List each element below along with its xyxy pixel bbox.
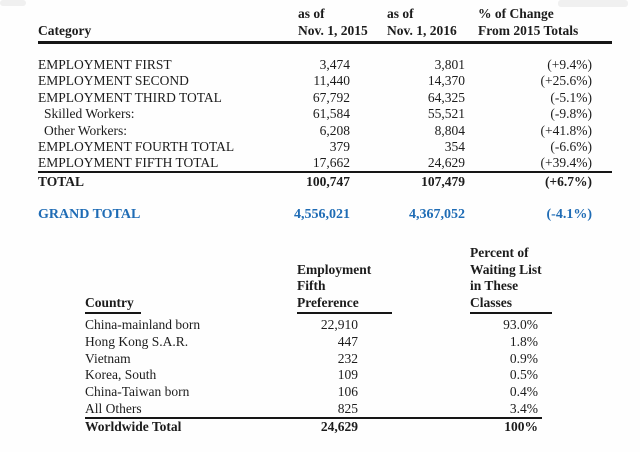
total-row — [38, 174, 612, 190]
value-2016-cell: 55,521 — [427, 106, 465, 122]
waiting-pct-cell: 100% — [504, 418, 538, 434]
employment-category-table — [38, 6, 612, 224]
table-row — [85, 401, 542, 419]
value-2016-cell: 8,804 — [434, 122, 465, 138]
value-2016-cell: 24,629 — [427, 155, 465, 171]
value-2015-cell: 379 — [329, 138, 350, 154]
value-2015-cell: 100,747 — [306, 173, 350, 189]
category-cell: EMPLOYMENT FIFTH TOTAL — [38, 155, 219, 171]
waiting-pct-cell: 0.9% — [509, 350, 538, 366]
table-row — [38, 90, 612, 106]
pct-change-cell: (-4.1%) — [546, 207, 592, 223]
category-table-body — [38, 57, 612, 224]
category-column-header: Category — [38, 22, 92, 38]
worldwide-total-row — [85, 419, 542, 436]
as-of-2016-column-header: as of Nov. 1, 2016 — [387, 6, 457, 38]
pct-change-cell: (+39.4%) — [540, 155, 592, 171]
country-cell: China-Taiwan born — [85, 384, 190, 400]
value-2015-cell: 4,556,021 — [294, 207, 350, 223]
category-cell: Skilled Workers: — [44, 106, 135, 122]
value-2015-cell: 17,662 — [312, 155, 350, 171]
country-table-header — [85, 245, 542, 314]
table-row — [85, 334, 542, 351]
country-table-body — [85, 317, 542, 436]
table-row — [85, 351, 542, 368]
category-cell: EMPLOYMENT FIRST — [38, 57, 172, 72]
as-of-2015-column-header: as of Nov. 1, 2015 — [298, 6, 368, 38]
category-cell: EMPLOYMENT SECOND — [38, 73, 189, 89]
ef5-value-cell: 24,629 — [320, 418, 358, 434]
waiting-pct-cell: 0.4% — [509, 384, 538, 400]
country-cell: All Others — [85, 400, 142, 416]
table-row — [85, 384, 542, 401]
value-2016-cell: 107,479 — [421, 173, 465, 189]
country-cell: Hong Kong S.A.R. — [85, 333, 189, 349]
pct-change-cell: (+6.7%) — [544, 173, 592, 189]
pct-change-cell: (+41.8%) — [540, 122, 592, 138]
category-cell: EMPLOYMENT THIRD TOTAL — [38, 89, 222, 105]
waiting-pct-cell: 3.4% — [509, 400, 538, 416]
value-2016-cell: 4,367,052 — [409, 207, 465, 223]
value-2015-cell: 6,208 — [319, 122, 350, 138]
value-2016-cell: 3,801 — [434, 57, 465, 72]
scan-artifact — [0, 0, 26, 6]
ef5-preference-column-header: Employment Fifth Preference — [297, 262, 470, 315]
value-2016-cell: 354 — [444, 138, 465, 154]
waiting-list-pct-column-header: Percent of Waiting List in These Classes — [470, 245, 552, 314]
category-cell: Other Workers: — [44, 122, 128, 138]
value-2015-cell: 11,440 — [313, 73, 350, 89]
table-row — [85, 367, 542, 384]
table-row — [38, 106, 612, 122]
table-row — [38, 155, 612, 172]
table-row — [38, 123, 612, 139]
category-cell: GRAND TOTAL — [38, 207, 141, 223]
ef5-value-cell: 22,910 — [320, 317, 358, 332]
country-breakdown-table — [85, 245, 542, 436]
pct-change-cell: (-9.8%) — [550, 106, 592, 122]
ef5-value-cell: 109 — [337, 367, 358, 383]
waiting-pct-cell: 0.5% — [509, 367, 538, 383]
table-row — [38, 139, 612, 155]
country-cell: Vietnam — [85, 350, 131, 366]
waiting-pct-cell: 1.8% — [509, 333, 538, 349]
ef5-value-cell: 825 — [337, 400, 358, 416]
country-cell: Korea, South — [85, 367, 157, 383]
table-row — [38, 73, 612, 89]
table-row — [38, 57, 612, 73]
pct-change-column-header: % of Change From 2015 Totals — [478, 6, 579, 38]
value-2015-cell: 3,474 — [319, 57, 350, 72]
ef5-value-cell: 447 — [337, 333, 358, 349]
category-cell: EMPLOYMENT FOURTH TOTAL — [38, 138, 235, 154]
value-2015-cell: 67,792 — [312, 89, 350, 105]
value-2015-cell: 61,584 — [312, 106, 350, 122]
grand-total-row — [38, 207, 612, 223]
ef5-value-cell: 232 — [337, 350, 358, 366]
pct-change-cell: (+25.6%) — [540, 73, 592, 89]
category-cell: TOTAL — [38, 173, 85, 189]
pct-change-cell: (-6.6%) — [550, 138, 592, 154]
ef5-value-cell: 106 — [337, 384, 358, 400]
country-cell: China-mainland born — [85, 317, 201, 332]
value-2016-cell: 64,325 — [427, 89, 465, 105]
country-column-header: Country — [85, 295, 297, 315]
country-cell: Worldwide Total — [85, 418, 182, 434]
pct-change-cell: (-5.1%) — [550, 89, 592, 105]
table-row — [85, 317, 542, 334]
value-2016-cell: 14,370 — [427, 73, 465, 89]
waiting-pct-cell: 93.0% — [503, 317, 538, 332]
pct-change-cell: (+9.4%) — [547, 57, 592, 72]
category-table-header — [38, 6, 612, 44]
